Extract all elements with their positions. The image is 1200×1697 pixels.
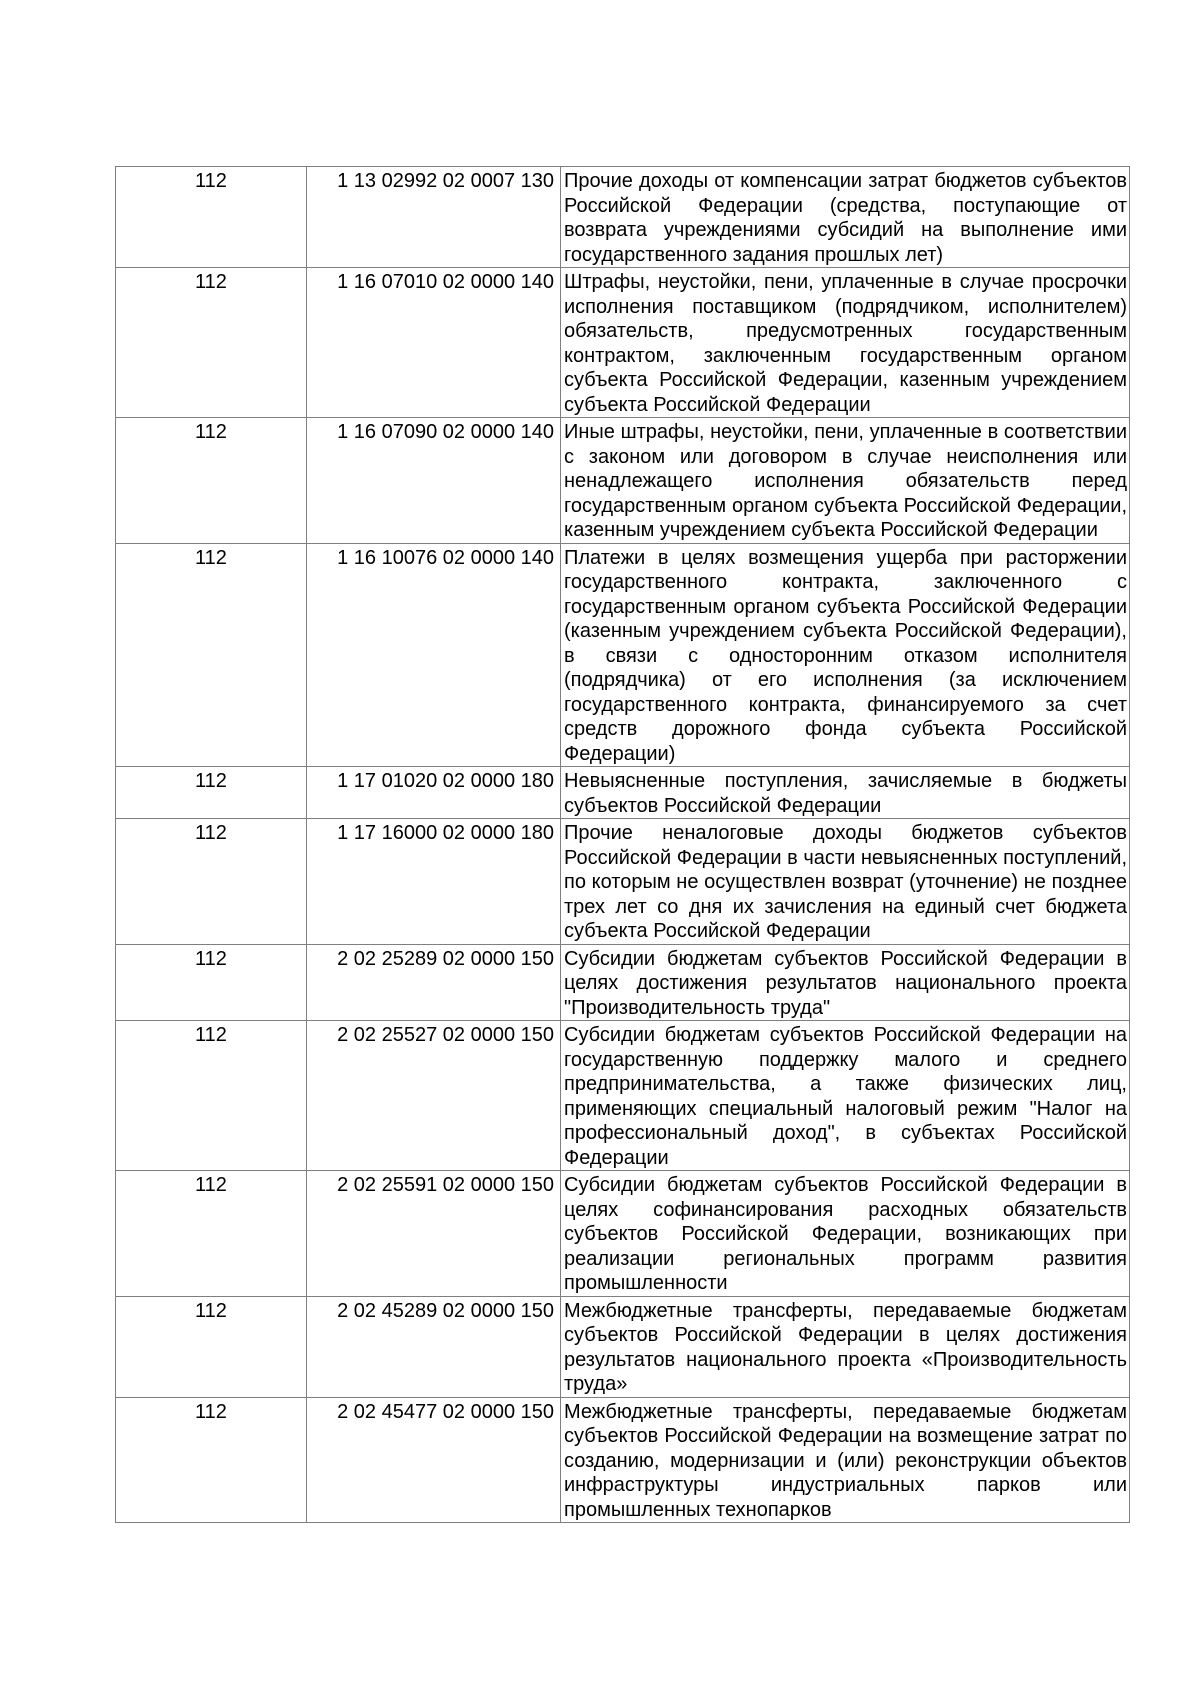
budget-classification-code-cell: 1 17 16000 02 0000 180 (307, 819, 561, 945)
table-row (116, 268, 1130, 418)
revenue-name-cell: Невыясненные поступления, зачисляемые в бюджеты субъектов Российской Федерации (561, 767, 1130, 819)
revenue-name-cell: Субсидии бюджетам субъектов Российской Федерации в целях достижения результатов национального проекта "Производительность труда" (561, 944, 1130, 1021)
table-row (116, 819, 1130, 945)
admin-code-cell: 112 (116, 543, 307, 767)
revenue-name-cell: Субсидии бюджетам субъектов Российской Федерации в целях софинансирования расходных обязательств субъектов Российской Федерации, возникающих при реализации региональных программ развития промышленности (561, 1171, 1130, 1297)
revenue-name-cell: Прочие неналоговые доходы бюджетов субъектов Российской Федерации в части невыясненных поступлений, по которым не осуществлен возврат (уточнение) не позднее трех лет со дня их зачисления на единый счет бюджета субъекта Российской Федерации (561, 819, 1130, 945)
admin-code-cell: 112 (116, 767, 307, 819)
revenue-name-cell: Межбюджетные трансферты, передаваемые бюджетам субъектов Российской Федерации в целях достижения результатов национального проекта «Производительность труда» (561, 1296, 1130, 1397)
admin-code-cell: 112 (116, 944, 307, 1021)
table-row (116, 1397, 1130, 1523)
budget-classification-code-cell: 2 02 45289 02 0000 150 (307, 1296, 561, 1397)
admin-code-cell: 112 (116, 1021, 307, 1171)
table-row (116, 1296, 1130, 1397)
budget-classification-code-cell: 1 16 10076 02 0000 140 (307, 543, 561, 767)
budget-classification-code-cell: 2 02 25527 02 0000 150 (307, 1021, 561, 1171)
admin-code-cell: 112 (116, 268, 307, 418)
budget-classification-code-cell: 1 13 02992 02 0007 130 (307, 167, 561, 268)
table-row (116, 767, 1130, 819)
revenue-name-cell: Прочие доходы от компенсации затрат бюджетов субъектов Российской Федерации (средства, поступающие от возврата учреждениями субсидий на выполнение ими государственного задания прошлых лет) (561, 167, 1130, 268)
table-row (116, 1171, 1130, 1297)
table-row (116, 1021, 1130, 1171)
admin-code-cell: 112 (116, 819, 307, 945)
table-body (116, 167, 1130, 1523)
budget-classification-code-cell: 1 17 01020 02 0000 180 (307, 767, 561, 819)
budget-classification-code-cell: 1 16 07090 02 0000 140 (307, 418, 561, 544)
admin-code-cell: 112 (116, 167, 307, 268)
table-row (116, 543, 1130, 767)
budget-classification-code-cell: 2 02 25289 02 0000 150 (307, 944, 561, 1021)
revenue-codes-table (115, 166, 1130, 1523)
revenue-name-cell: Субсидии бюджетам субъектов Российской Федерации на государственную поддержку малого и среднего предпринимательства, а также физических лиц, применяющих специальный налоговый режим "Налог на профессиональный доход", в субъектах Российской Федерации (561, 1021, 1130, 1171)
admin-code-cell: 112 (116, 418, 307, 544)
revenue-name-cell: Иные штрафы, неустойки, пени, уплаченные в соответствии с законом или договором в случае неисполнения или ненадлежащего исполнения обязательств перед государственным органом субъекта Российской Федерации, казенным учреждением субъекта Российской Федерации (561, 418, 1130, 544)
budget-classification-code-cell: 2 02 25591 02 0000 150 (307, 1171, 561, 1297)
revenue-name-cell: Межбюджетные трансферты, передаваемые бюджетам субъектов Российской Федерации на возмещение затрат по созданию, модернизации и (или) реконструкции объектов инфраструктуры индустриальных парков или промышленных технопарков (561, 1397, 1130, 1523)
table-row (116, 167, 1130, 268)
table-row (116, 944, 1130, 1021)
admin-code-cell: 112 (116, 1171, 307, 1297)
revenue-name-cell: Платежи в целях возмещения ущерба при расторжении государственного контракта, заключенного с государственным органом субъекта Российской Федерации (казенным учреждением субъекта Российской Федерации), в связи с односторонним отказом исполнителя (подрядчика) от его исполнения (за исключением государственного контракта, финансируемого за счет средств дорожного фонда субъекта Российской Федерации) (561, 543, 1130, 767)
admin-code-cell: 112 (116, 1397, 307, 1523)
admin-code-cell: 112 (116, 1296, 307, 1397)
budget-classification-code-cell: 2 02 45477 02 0000 150 (307, 1397, 561, 1523)
revenue-name-cell: Штрафы, неустойки, пени, уплаченные в случае просрочки исполнения поставщиком (подрядчиком, исполнителем) обязательств, предусмотренных государственным контрактом, заключенным государственным органом субъекта Российской Федерации, казенным учреждением субъекта Российской Федерации (561, 268, 1130, 418)
table-row (116, 418, 1130, 544)
budget-classification-code-cell: 1 16 07010 02 0000 140 (307, 268, 561, 418)
